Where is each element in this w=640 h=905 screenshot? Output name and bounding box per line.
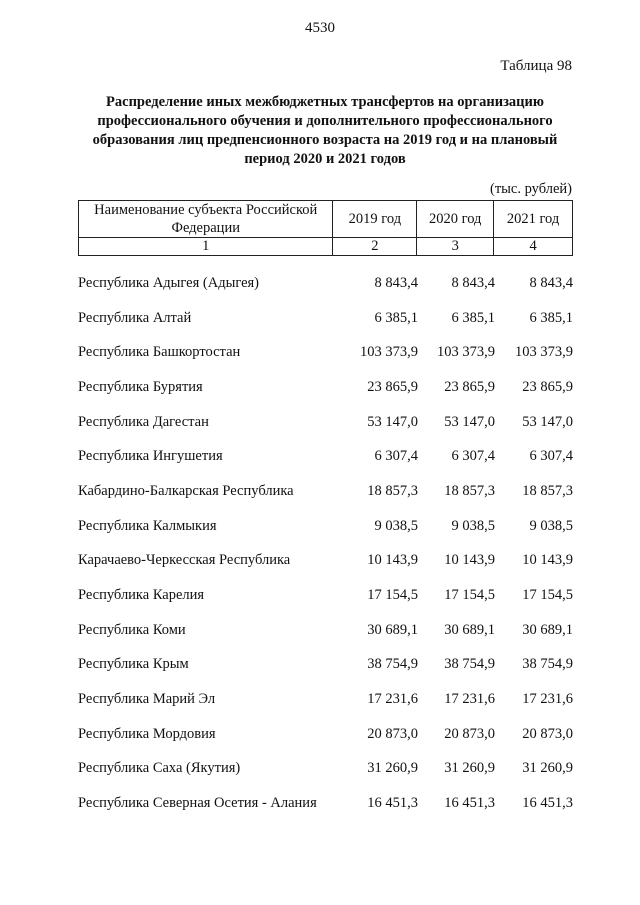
value-2021: 18 857,3 xyxy=(522,482,573,499)
subject-name: Республика Крым xyxy=(78,656,189,673)
subject-name: Республика Коми xyxy=(78,621,186,638)
subject-name: Республика Мордовия xyxy=(78,725,216,742)
subject-name: Карачаево-Черкесская Республика xyxy=(78,552,291,569)
value-2020: 18 857,3 xyxy=(444,482,495,499)
value-2021: 23 865,9 xyxy=(522,378,573,395)
table-body xyxy=(78,266,573,821)
value-2021: 8 843,4 xyxy=(529,274,573,291)
table-row xyxy=(78,578,573,613)
value-2021: 6 307,4 xyxy=(529,448,573,465)
table-row xyxy=(78,613,573,648)
table-row xyxy=(78,717,573,752)
value-2021: 30 689,1 xyxy=(522,621,573,638)
page-number: 4530 xyxy=(305,20,335,36)
value-2019: 38 754,9 xyxy=(367,656,418,673)
document-title: Распределение иных межбюджетных трансфертов на организацию профессионального обучения и дополнительного профессионального образования лиц предпенсионного возраста на 2019 год и на плановый период 2020 и 2021 годов xyxy=(92,94,558,167)
value-2019: 18 857,3 xyxy=(367,482,418,499)
value-2020: 20 873,0 xyxy=(444,725,495,742)
subject-name: Республика Ингушетия xyxy=(78,448,223,465)
value-2020: 53 147,0 xyxy=(444,413,495,430)
value-2020: 8 843,4 xyxy=(451,274,495,291)
table-row xyxy=(78,474,573,509)
table-row xyxy=(78,335,573,370)
value-2019: 20 873,0 xyxy=(367,725,418,742)
value-2021: 20 873,0 xyxy=(522,725,573,742)
table-header xyxy=(78,200,573,256)
table-row xyxy=(78,301,573,336)
value-2019: 53 147,0 xyxy=(367,413,418,430)
value-2021: 103 373,9 xyxy=(515,344,573,361)
value-2020: 103 373,9 xyxy=(437,344,495,361)
table-row xyxy=(78,786,573,821)
value-2019: 6 307,4 xyxy=(374,448,418,465)
subject-name: Республика Калмыкия xyxy=(78,517,217,534)
value-2021: 10 143,9 xyxy=(522,552,573,569)
subject-name: Кабардино-Балкарская Республика xyxy=(78,482,294,499)
value-2020: 17 231,6 xyxy=(444,691,495,708)
header-year-2019: 2019 год xyxy=(333,201,417,238)
value-2020: 30 689,1 xyxy=(444,621,495,638)
value-2020: 6 385,1 xyxy=(451,309,495,326)
table-row xyxy=(78,648,573,683)
value-2021: 17 231,6 xyxy=(522,691,573,708)
subject-name: Республика Алтай xyxy=(78,309,192,326)
value-2020: 9 038,5 xyxy=(451,517,495,534)
value-2019: 31 260,9 xyxy=(367,760,418,777)
subject-name: Республика Башкортостан xyxy=(78,344,241,361)
value-2020: 38 754,9 xyxy=(444,656,495,673)
table-row xyxy=(78,682,573,717)
table-row xyxy=(78,370,573,405)
value-2020: 23 865,9 xyxy=(444,378,495,395)
table-row xyxy=(78,266,573,301)
value-2019: 9 038,5 xyxy=(374,517,418,534)
table-row xyxy=(78,405,573,440)
value-2020: 16 451,3 xyxy=(444,795,495,812)
value-2021: 17 154,5 xyxy=(522,587,573,604)
value-2019: 8 843,4 xyxy=(374,274,418,291)
value-2019: 17 231,6 xyxy=(367,691,418,708)
table-row xyxy=(78,509,573,544)
value-2021: 38 754,9 xyxy=(522,656,573,673)
column-number: 1 xyxy=(79,238,333,256)
value-2020: 6 307,4 xyxy=(451,448,495,465)
value-2021: 53 147,0 xyxy=(522,413,573,430)
value-2019: 23 865,9 xyxy=(367,378,418,395)
value-2020: 17 154,5 xyxy=(444,587,495,604)
header-year-2020: 2020 год xyxy=(417,201,494,238)
subject-name: Республика Саха (Якутия) xyxy=(78,760,241,777)
value-2019: 6 385,1 xyxy=(374,309,418,326)
value-2021: 6 385,1 xyxy=(529,309,573,326)
value-2019: 30 689,1 xyxy=(367,621,418,638)
subject-name: Республика Бурятия xyxy=(78,378,203,395)
table-row xyxy=(78,752,573,787)
header-year-2021: 2021 год xyxy=(494,201,573,238)
value-2020: 31 260,9 xyxy=(444,760,495,777)
subject-name: Республика Северная Осетия - Алания xyxy=(78,795,317,812)
subject-name: Республика Карелия xyxy=(78,587,205,604)
column-number: 3 xyxy=(417,238,494,256)
header-subject-name: Наименование субъекта Российской Федерации xyxy=(79,201,333,238)
value-2019: 16 451,3 xyxy=(367,795,418,812)
table-label: Таблица 98 xyxy=(500,58,572,74)
subject-name: Республика Дагестан xyxy=(78,413,209,430)
subject-name: Республика Адыгея (Адыгея) xyxy=(78,274,260,291)
value-2019: 10 143,9 xyxy=(367,552,418,569)
subject-name: Республика Марий Эл xyxy=(78,691,216,708)
column-number: 2 xyxy=(333,238,417,256)
table-row xyxy=(78,544,573,579)
value-2021: 31 260,9 xyxy=(522,760,573,777)
value-2019: 103 373,9 xyxy=(360,344,418,361)
column-number: 4 xyxy=(494,238,573,256)
value-2020: 10 143,9 xyxy=(444,552,495,569)
value-2021: 16 451,3 xyxy=(522,795,573,812)
table-row xyxy=(78,439,573,474)
units-label: (тыс. рублей) xyxy=(490,181,572,197)
value-2019: 17 154,5 xyxy=(367,587,418,604)
value-2021: 9 038,5 xyxy=(529,517,573,534)
